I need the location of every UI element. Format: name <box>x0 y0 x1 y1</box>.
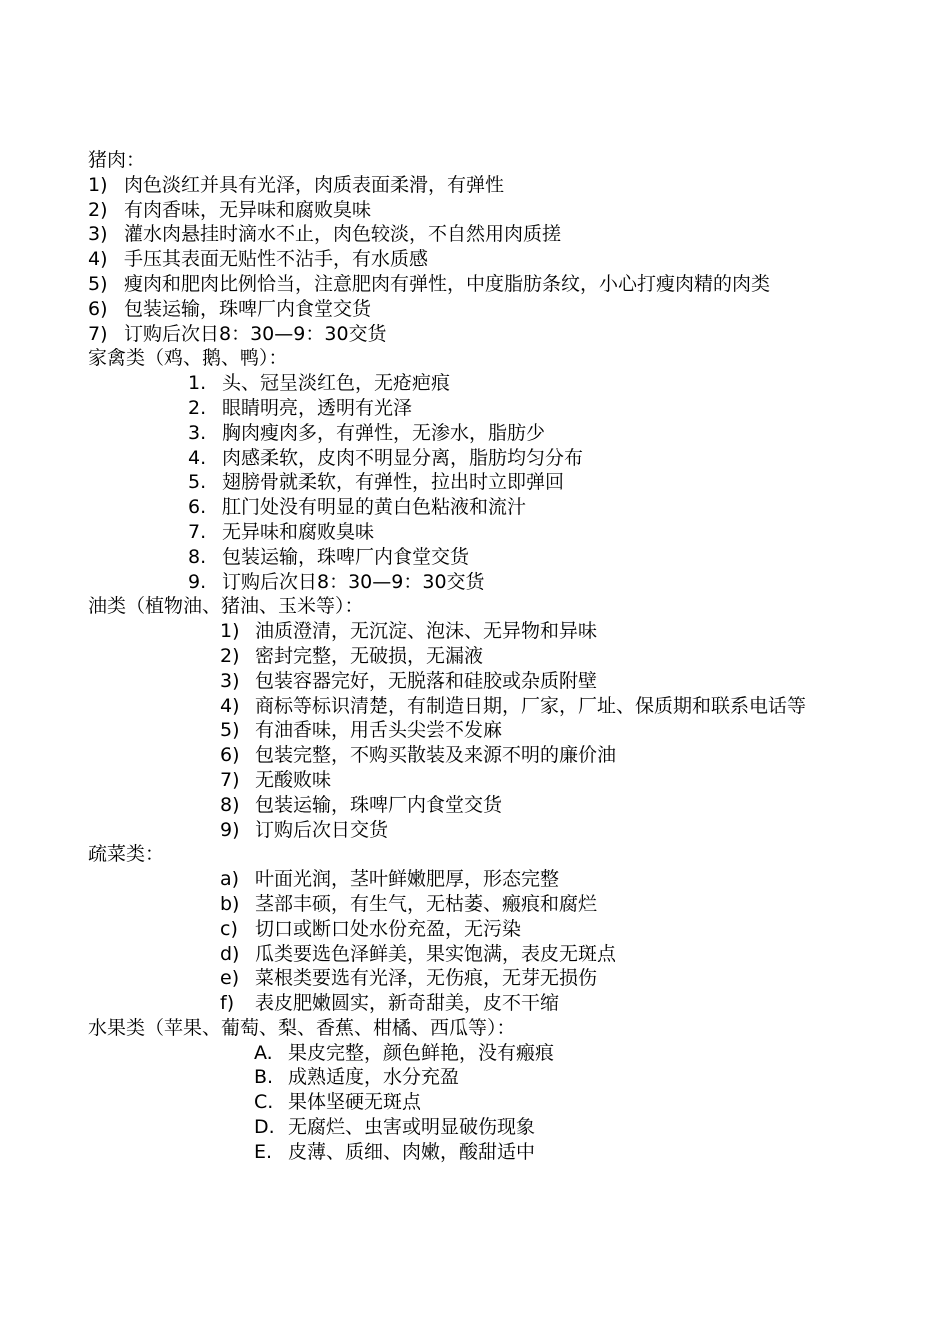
section-poultry <box>88 346 818 594</box>
list-marker: c) <box>220 917 238 940</box>
list-text: 翅膀骨就柔软，有弹性，拉出时立即弹回 <box>222 471 565 494</box>
list-marker: 2. <box>188 396 207 419</box>
list-marker: 9. <box>188 570 207 593</box>
list-marker: C. <box>254 1091 274 1114</box>
document-body <box>88 148 818 1165</box>
list-text: 商标等标识清楚，有制造日期，厂家，厂址、保质期和联系电话等 <box>255 694 807 717</box>
list-text: 成熟适度，水分充盈 <box>288 1066 460 1089</box>
list-marker: 4. <box>188 446 207 469</box>
section-title: 油类（植物油、猪油、玉米等）： <box>88 595 364 618</box>
list-item <box>88 396 818 421</box>
list-text: 肛门处没有明显的黄白色粘液和流汁 <box>222 496 527 519</box>
section-vegetables <box>88 842 818 1016</box>
list-item <box>88 818 818 843</box>
list-text: 手压其表面无贴性不沾手，有水质感 <box>124 248 429 271</box>
list-marker: 5) <box>220 719 240 742</box>
section-title: 猪肉： <box>88 149 146 171</box>
list-item <box>88 520 818 545</box>
list-text: 果皮完整，颜色鲜艳，没有瘢痕 <box>288 1041 555 1064</box>
list-text: 密封完整，无破损，无漏液 <box>255 644 484 667</box>
section-title: 家禽类（鸡、鹅、鸭）： <box>88 347 288 370</box>
list-item <box>88 371 818 396</box>
list-item <box>88 247 818 272</box>
list-text: 瓜类要选色泽鲜美，果实饱满，表皮无斑点 <box>255 942 617 965</box>
list-marker: 6. <box>188 496 207 519</box>
list-text: 无腐烂、虫害或明显破伤现象 <box>288 1116 536 1139</box>
list-text: 有油香味，用舌头尖尝不发麻 <box>255 719 503 742</box>
list-text: 菜根类要选有光泽，无伤痕，无芽无损伤 <box>255 967 598 990</box>
list-marker: 4) <box>88 248 108 271</box>
list-item <box>88 743 818 768</box>
list-marker: 1. <box>188 372 207 395</box>
list-marker: A. <box>254 1041 273 1064</box>
list-text: 订购后次日8：30—9：30交货 <box>222 570 485 593</box>
list-item <box>88 793 818 818</box>
list-text: 包装运输，珠啤厂内食堂交货 <box>124 297 372 320</box>
section-pork <box>88 148 818 346</box>
list-marker: 4) <box>220 694 240 717</box>
list-marker: E. <box>254 1140 273 1163</box>
list-item <box>88 942 818 967</box>
list-marker: e) <box>220 967 240 990</box>
list-marker: D. <box>254 1116 275 1139</box>
list-text: 眼睛明亮，透明有光泽 <box>222 396 413 419</box>
list-marker: 6) <box>88 297 108 320</box>
list-item <box>88 222 818 247</box>
list-item <box>88 694 818 719</box>
list-marker: 2) <box>220 644 240 667</box>
list-item <box>88 917 818 942</box>
list-marker: B. <box>254 1066 274 1089</box>
list-marker: 3) <box>88 223 108 246</box>
list-text: 有肉香味，无异味和腐败臭味 <box>124 198 372 221</box>
list-text: 包装运输，珠啤厂内食堂交货 <box>222 545 470 568</box>
list-marker: d) <box>220 942 240 965</box>
list-text: 订购后次日8：30—9：30交货 <box>124 322 387 345</box>
list-text: 肉色淡红并具有光泽，肉质表面柔滑，有弹性 <box>124 173 505 196</box>
list-marker: 1) <box>88 173 108 196</box>
list-item <box>88 173 818 198</box>
list-text: 包装容器完好，无脱落和硅胶或杂质附壁 <box>255 669 598 692</box>
list-text: 果体坚硬无斑点 <box>288 1091 422 1114</box>
list-text: 无异味和腐败臭味 <box>222 520 375 543</box>
list-item <box>88 669 818 694</box>
list-item <box>88 867 818 892</box>
list-marker: b) <box>220 892 240 915</box>
list-text: 灌水肉悬挂时滴水不止，肉色较淡，不自然用肉质搓 <box>124 223 562 246</box>
list-item <box>88 545 818 570</box>
list-marker: a) <box>220 868 240 891</box>
section-fruit <box>88 1016 818 1165</box>
list-item <box>88 718 818 743</box>
list-item <box>88 421 818 446</box>
list-marker: 5) <box>88 272 108 295</box>
list-item <box>88 768 818 793</box>
list-item <box>88 446 818 471</box>
list-text: 切口或断口处水份充盈，无污染 <box>255 917 522 940</box>
list-marker: 2) <box>88 198 108 221</box>
list-text: 订购后次日交货 <box>255 818 389 841</box>
list-text: 表皮肥嫩圆实，新奇甜美，皮不干缩 <box>255 992 560 1015</box>
list-item <box>88 495 818 520</box>
list-text: 无酸败味 <box>255 768 332 791</box>
list-marker: 9) <box>220 818 240 841</box>
list-marker: 6) <box>220 744 240 767</box>
list-item <box>88 470 818 495</box>
list-item <box>88 198 818 223</box>
list-text: 皮薄、质细、肉嫩，酸甜适中 <box>288 1140 536 1163</box>
list-marker: 7. <box>188 520 207 543</box>
list-item <box>88 1065 818 1090</box>
list-text: 油质澄清，无沉淀、泡沫、无异物和异味 <box>255 620 598 643</box>
list-marker: 5. <box>188 471 207 494</box>
section-oil <box>88 594 818 842</box>
list-item <box>88 1140 818 1165</box>
section-title: 水果类（苹果、葡萄、梨、香蕉、柑橘、西瓜等）： <box>88 1016 516 1039</box>
list-marker: f) <box>220 992 235 1015</box>
list-marker: 1) <box>220 620 240 643</box>
list-marker: 8. <box>188 545 207 568</box>
list-marker: 3) <box>220 669 240 692</box>
list-item <box>88 297 818 322</box>
list-item <box>88 1041 818 1066</box>
list-item <box>88 272 818 297</box>
list-item <box>88 322 818 347</box>
list-marker: 3. <box>188 421 207 444</box>
list-text: 瘦肉和肥肉比例恰当，注意肥肉有弹性，中度脂肪条纹，小心打瘦肉精的肉类 <box>124 272 771 295</box>
list-text: 肉感柔软，皮肉不明显分离，脂肪均匀分布 <box>222 446 584 469</box>
list-marker: 8) <box>220 793 240 816</box>
list-item <box>88 644 818 669</box>
list-item <box>88 991 818 1016</box>
list-text: 头、冠呈淡红色，无疮疤痕 <box>222 372 451 395</box>
list-text: 叶面光润，茎叶鲜嫩肥厚，形态完整 <box>255 868 560 891</box>
list-item <box>88 570 818 595</box>
list-item <box>88 966 818 991</box>
list-item <box>88 1115 818 1140</box>
list-item <box>88 1090 818 1115</box>
list-item <box>88 892 818 917</box>
list-marker: 7) <box>88 322 108 345</box>
list-marker: 7) <box>220 768 240 791</box>
list-text: 包装运输，珠啤厂内食堂交货 <box>255 793 503 816</box>
list-text: 胸肉瘦肉多，有弹性，无渗水，脂肪少 <box>222 421 546 444</box>
list-text: 茎部丰硕，有生气，无枯萎、瘢痕和腐烂 <box>255 892 598 915</box>
list-item <box>88 619 818 644</box>
section-title: 疏菜类： <box>88 843 165 866</box>
list-text: 包装完整，不购买散装及来源不明的廉价油 <box>255 744 617 767</box>
